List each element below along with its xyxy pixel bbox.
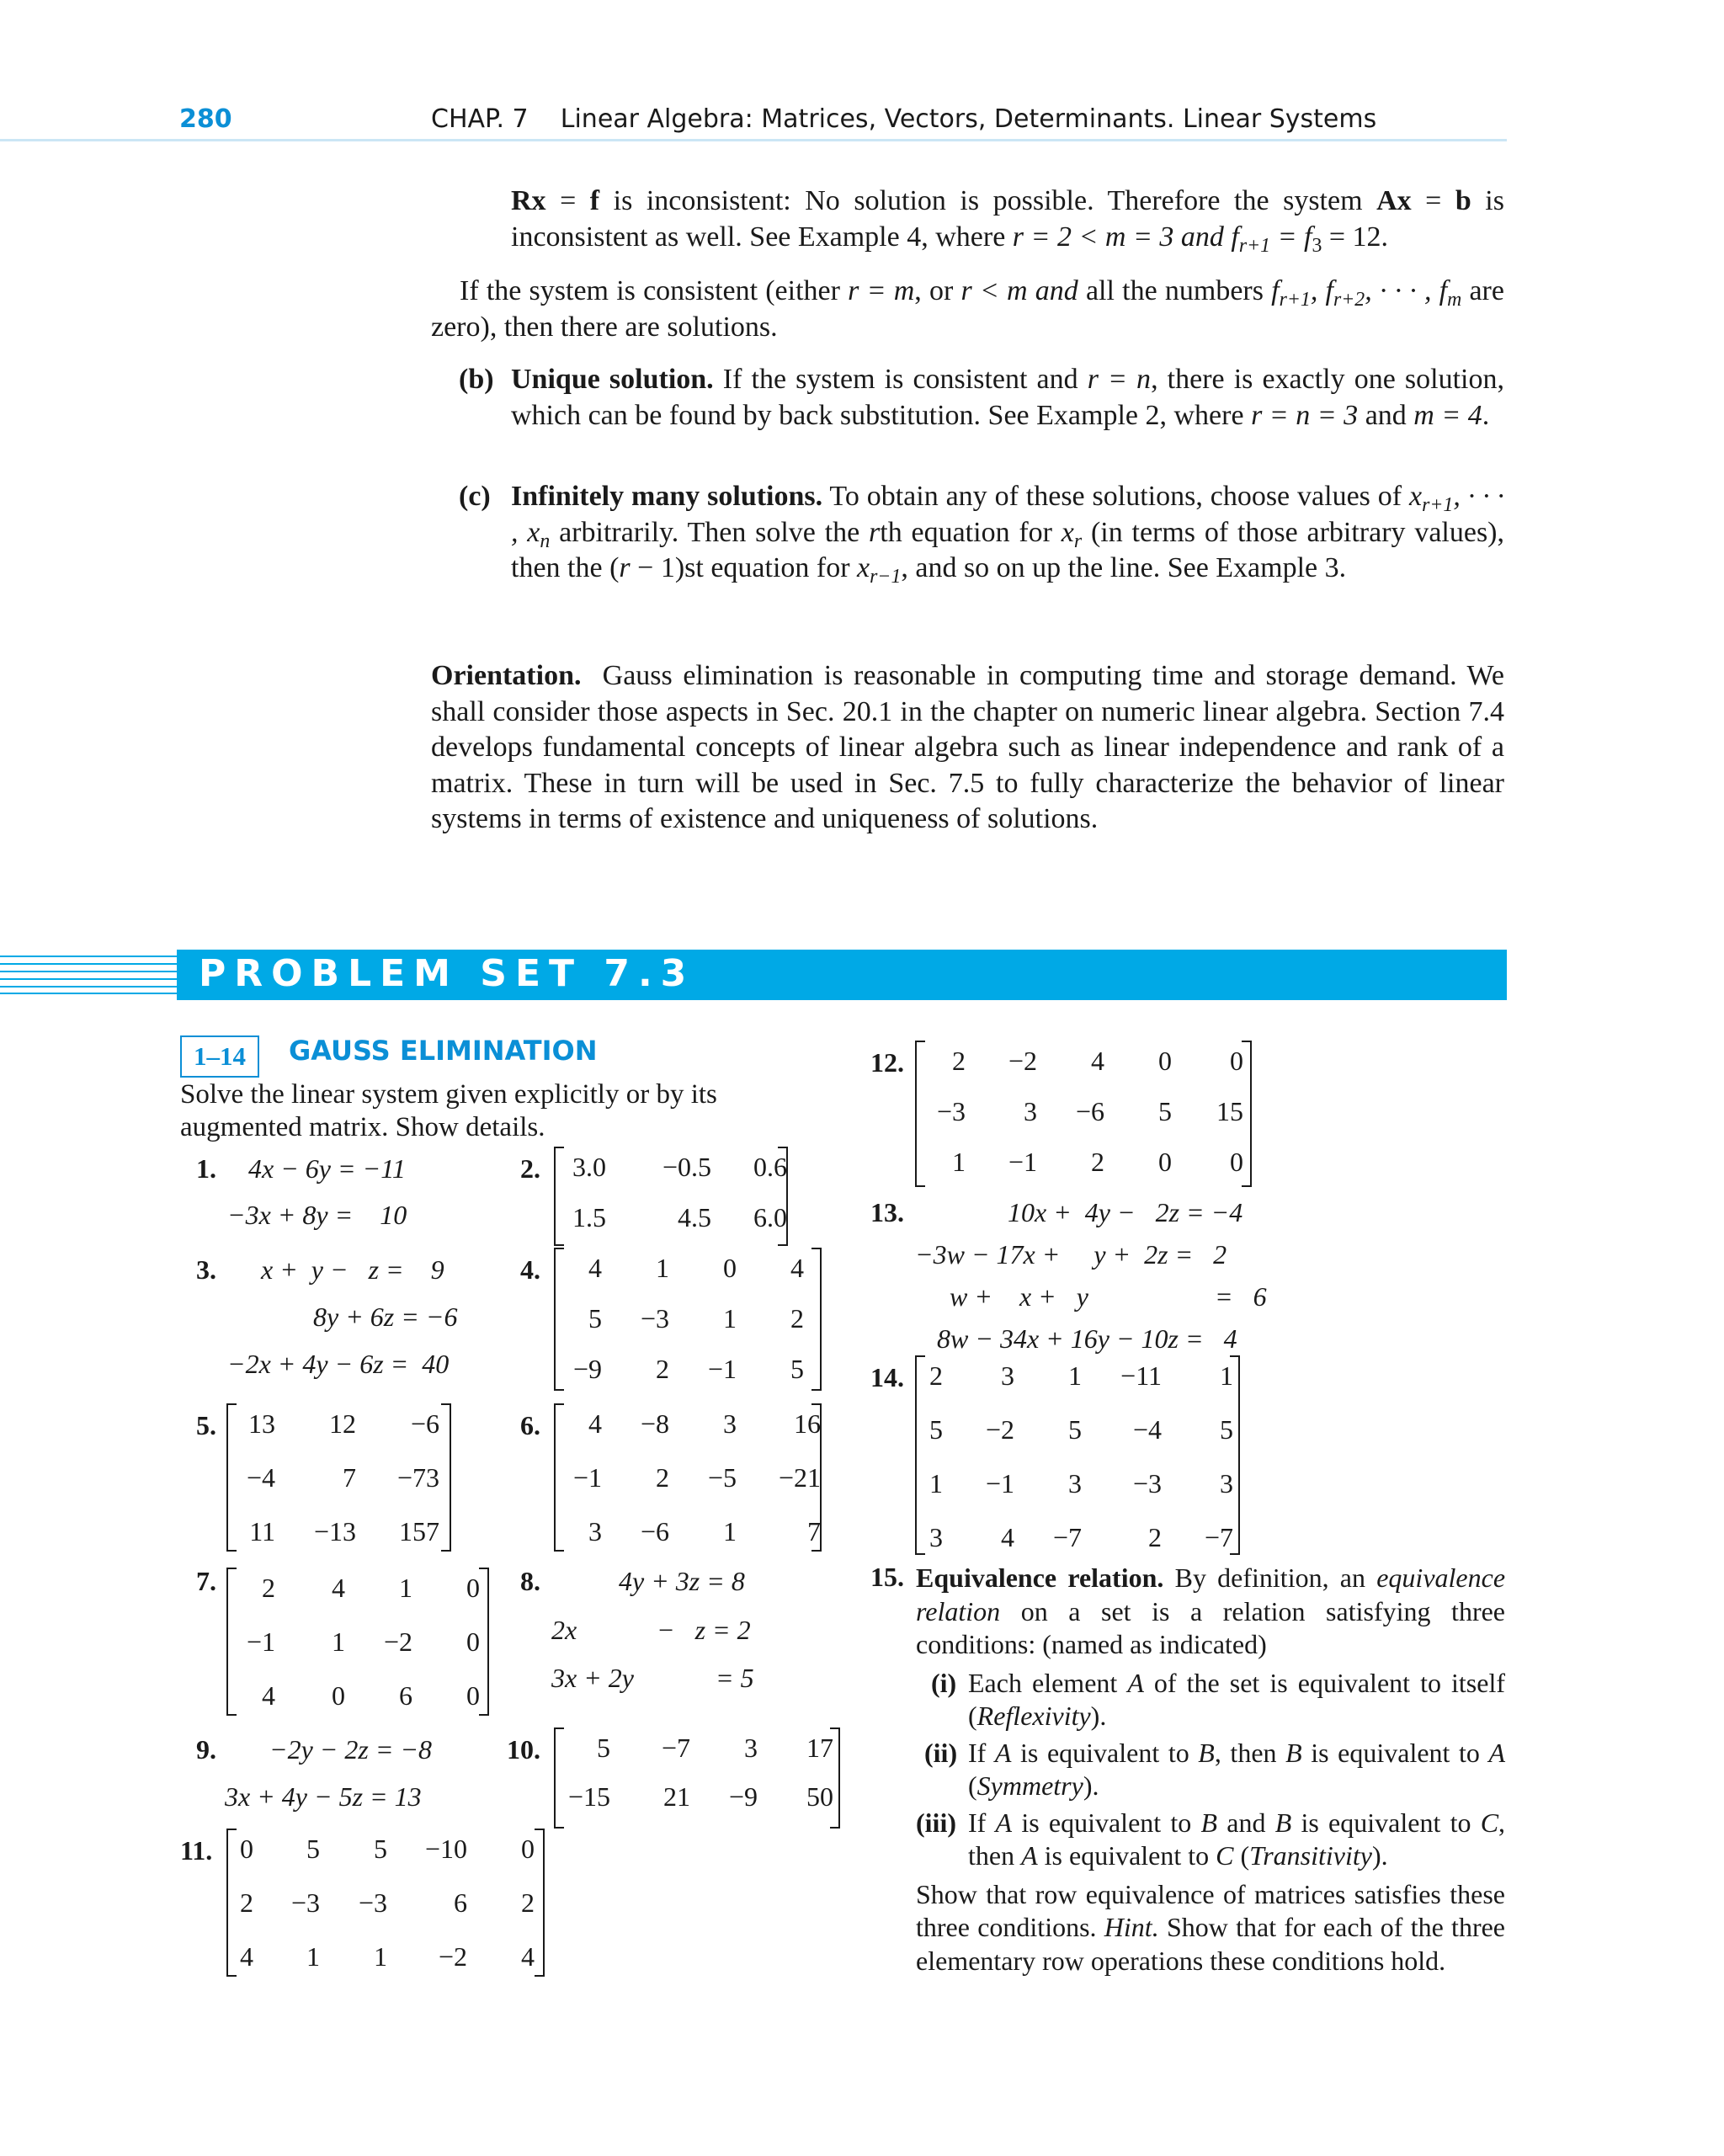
m12-cell: 1	[952, 1147, 966, 1177]
matrix-14	[915, 1355, 1240, 1555]
matrix-6	[554, 1403, 822, 1552]
m11-cell: 5	[374, 1834, 387, 1864]
m4-cell: 4	[790, 1253, 804, 1283]
problem-11-number: 11.	[180, 1835, 213, 1866]
problem-set-title: PROBLEM SET 7.3	[199, 952, 695, 995]
m7-cell: 4	[332, 1573, 345, 1603]
running-head: CHAP. 7 Linear Algebra: Matrices, Vectors, Determinants. Linear Systems	[431, 104, 1377, 134]
m14-cell: 5	[929, 1414, 943, 1445]
problem-3-eq-1: x + y − z = 9	[261, 1254, 444, 1285]
m6-cell: 7	[807, 1516, 821, 1546]
m11-cell: 0	[521, 1834, 535, 1864]
problem-13-eq-3a: w + x + y	[950, 1281, 1088, 1312]
problem-1-number: 1.	[196, 1153, 216, 1184]
m14-cell: −11	[1120, 1360, 1162, 1391]
m11-cell: 0	[240, 1834, 253, 1864]
m14-cell: 2	[929, 1360, 943, 1391]
problem-3-number: 3.	[196, 1254, 216, 1285]
m7-cell: −1	[246, 1626, 275, 1657]
m14-cell: −2	[985, 1414, 1014, 1445]
m4-cell: 5	[790, 1354, 804, 1384]
problem-10-number: 10.	[507, 1734, 540, 1765]
m12-cell: 0	[1158, 1147, 1172, 1177]
m14-cell: −3	[1132, 1468, 1162, 1499]
m5-cell: −4	[246, 1462, 275, 1493]
m10-cell: −7	[661, 1733, 690, 1763]
matrix-4	[554, 1248, 822, 1391]
m11-cell: 2	[240, 1887, 253, 1918]
m4-cell: 4	[588, 1253, 602, 1283]
m4-cell: 1	[656, 1253, 669, 1283]
m5-cell: −73	[396, 1462, 439, 1493]
m6-cell: 16	[794, 1408, 821, 1439]
problem-8-eq-2b: − z = 2	[657, 1615, 751, 1645]
m6-cell: −5	[707, 1462, 737, 1493]
m14-cell: −7	[1204, 1522, 1233, 1552]
problem-15-transitivity: (iii) If A is equivalent to B and B is equivalent to C, then A is equivalent to C (Transitivity).	[916, 1807, 1506, 1871]
m11-cell: 1	[374, 1941, 387, 1972]
problem-9-eq-2: 3x + 4y − 5z = 13	[225, 1781, 422, 1812]
m5-cell: 11	[249, 1516, 275, 1546]
m4-cell: 0	[723, 1253, 737, 1283]
m4-cell: 2	[790, 1303, 804, 1334]
problem-15-number: 15.	[870, 1562, 904, 1592]
m2-cell: 0.6	[753, 1152, 787, 1182]
item-unique-solution: (b) Unique solution. If the system is consistent and r = n, there is exactly one solution, which can be found by back substitution. See Example 2, where r = n = 3 and m = 4.	[459, 364, 1504, 431]
m7-cell: 0	[466, 1573, 480, 1603]
problem-1-eq-2: −3x + 8y = 10	[227, 1200, 407, 1230]
m4-cell: 5	[588, 1303, 602, 1334]
m11-cell: 2	[521, 1887, 535, 1918]
problem-15-task: Show that row equivalence of matrices satisfies these three conditions. Hint. Show that for each of the three elementary row operations these conditions hold.	[916, 1878, 1506, 1976]
m6-cell: 1	[723, 1516, 737, 1546]
m10-cell: 5	[597, 1733, 610, 1763]
matrix-12	[915, 1041, 1252, 1187]
m7-right-bracket	[479, 1568, 489, 1716]
m5-cell: −6	[410, 1408, 439, 1439]
m11-right-bracket	[535, 1829, 545, 1977]
m12-cell: 2	[952, 1046, 966, 1076]
problem-8-eq-3a: 3x + 2y	[551, 1663, 634, 1693]
m6-cell: −1	[572, 1462, 602, 1493]
m11-cell: 5	[306, 1834, 320, 1864]
m12-cell: 4	[1091, 1046, 1104, 1076]
m5-cell: 157	[399, 1516, 439, 1546]
item-c-label: (c)	[459, 481, 491, 512]
m2-cell: 1.5	[572, 1202, 606, 1232]
m6-cell: −21	[778, 1462, 821, 1493]
problem-8-eq-3b: = 5	[716, 1663, 754, 1693]
m14-cell: 5	[1068, 1414, 1082, 1445]
m14-cell: −1	[985, 1468, 1014, 1499]
m14-cell: 3	[1001, 1360, 1014, 1391]
m11-cell: 6	[454, 1887, 467, 1918]
page-number: 280	[179, 104, 232, 134]
m4-cell: −3	[640, 1303, 669, 1334]
m7-cell: 4	[262, 1680, 275, 1711]
problem-3-eq-3: −2x + 4y − 6z = 40	[227, 1349, 450, 1379]
m6-cell: −6	[640, 1516, 669, 1546]
m10-cell: 50	[806, 1781, 833, 1812]
m14-cell: 4	[1001, 1522, 1014, 1552]
m10-cell: 3	[744, 1733, 758, 1763]
problem-13-eq-2: −3w − 17x + y + 2z = 2	[915, 1239, 1227, 1270]
m14-cell: 1	[1068, 1360, 1082, 1391]
problem-9-number: 9.	[196, 1734, 216, 1765]
m4-cell: 2	[656, 1354, 669, 1384]
problem-15-reflexivity: (i) Each element A of the set is equivalent to itself (Reflexivity).	[931, 1667, 1505, 1731]
paragraph-orientation: Orientation. Gauss elimination is reasonable in computing time and storage demand. We shall consider those aspects in Sec. 20.1 in the chapter on numeric linear algebra. Section 7.4 develops fundamental concepts of linear algebra such as linear independence and rank of a matrix. These in turn will be used in Sec. 7.5 to fully characterize the behavior of linear systems in terms of existence and uniqueness of solutions.	[431, 660, 1512, 834]
m12-cell: 15	[1216, 1096, 1243, 1126]
problem-1-eq-1: 4x − 6y = −11	[248, 1153, 406, 1184]
m11-cell: −2	[438, 1941, 467, 1972]
m7-cell: 0	[332, 1680, 345, 1711]
m12-cell: 0	[1230, 1046, 1243, 1076]
m2-cell: 4.5	[678, 1202, 711, 1232]
problem-15-symmetry: (ii) If A is equivalent to B, then B is equivalent to A (Symmetry).	[924, 1737, 1506, 1801]
m7-cell: −2	[383, 1626, 412, 1657]
m7-cell: 0	[466, 1626, 480, 1657]
paragraph-consistent: If the system is consistent (either r = m, or r < m and all the numbers $f_{r+1}$, $f_{r+2}$, · · · , $f_m$ are zero), then there are solutions.	[431, 275, 1504, 343]
m12-cell: 2	[1091, 1147, 1104, 1177]
m6-cell: 4	[588, 1408, 602, 1439]
m6-cell: −8	[640, 1408, 669, 1439]
matrix-2	[554, 1147, 788, 1246]
m14-cell: 1	[1220, 1360, 1233, 1391]
matrix-7	[226, 1568, 489, 1716]
m11-cell: −10	[424, 1834, 467, 1864]
problem-14-number: 14.	[870, 1362, 904, 1392]
m4-cell: 1	[723, 1303, 737, 1334]
m2-cell: 3.0	[572, 1152, 606, 1182]
m14-cell: −7	[1052, 1522, 1082, 1552]
m14-cell: 1	[929, 1468, 943, 1499]
m5-cell: 12	[329, 1408, 356, 1439]
header-rule	[0, 139, 1507, 141]
m14-cell: 2	[1148, 1522, 1162, 1552]
m11-cell: 4	[240, 1941, 253, 1972]
m10-cell: −15	[567, 1781, 610, 1812]
item-b-label: (b)	[459, 364, 494, 395]
problem-3-eq-2: 8y + 6z = −6	[313, 1302, 458, 1332]
matrix-11	[226, 1829, 545, 1977]
m12-cell: −6	[1075, 1096, 1104, 1126]
m12-cell: 0	[1158, 1046, 1172, 1076]
m12-cell: 3	[1024, 1096, 1037, 1126]
problem-9-eq-1: −2y − 2z = −8	[269, 1734, 433, 1765]
problem-15-intro: Equivalence relation. By definition, an equivalence relation on a set is a relation satisfying three conditions: (named as indicated)	[916, 1562, 1506, 1659]
problem-15	[916, 1562, 1505, 1978]
m11-cell: 1	[306, 1941, 320, 1972]
m12-cell: 5	[1158, 1096, 1172, 1126]
problem-5-number: 5.	[196, 1410, 216, 1440]
m5-cell: 13	[248, 1408, 275, 1439]
problem-range-box: 1–14	[180, 1035, 259, 1078]
problem-7-number: 7.	[196, 1566, 216, 1596]
section-title: GAUSS ELIMINATION	[289, 1035, 598, 1067]
matrix-5	[226, 1403, 451, 1552]
m10-cell: 17	[806, 1733, 833, 1763]
m6-cell: 3	[588, 1516, 602, 1546]
m12-cell: 0	[1230, 1147, 1243, 1177]
problem-6-number: 6.	[520, 1410, 540, 1440]
m14-cell: −4	[1132, 1414, 1162, 1445]
m5-right-bracket	[441, 1403, 451, 1552]
m14-cell: 3	[1068, 1468, 1082, 1499]
m7-cell: 1	[399, 1573, 412, 1603]
paragraph-inconsistent: Rx = f is inconsistent: No solution is possible. Therefore the system Ax = b is inconsistent as well. See Example 4, where r = 2 < m = 3 and $f_{r+1} = f_3 = 12$.	[511, 185, 1504, 257]
m2-cell: −0.5	[662, 1152, 711, 1182]
m14-cell: 3	[929, 1522, 943, 1552]
problem-4-number: 4.	[520, 1254, 540, 1285]
problem-8-eq-1: 4y + 3z = 8	[619, 1566, 745, 1596]
problem-13-eq-4: 8w − 34x + 16y − 10z = 4	[937, 1323, 1237, 1354]
m5-cell: −13	[313, 1516, 356, 1546]
m2-cell: 6.0	[753, 1202, 787, 1232]
problem-8-eq-2a: 2x	[551, 1615, 577, 1645]
problem-8-number: 8.	[520, 1566, 540, 1596]
m12-cell: −2	[1008, 1046, 1037, 1076]
m14-cell: 3	[1220, 1468, 1233, 1499]
m12-cell: −1	[1008, 1147, 1037, 1177]
item-infinitely-many: (c) Infinitely many solutions. To obtain any of these solutions, choose values of $x_{r+1}$, · · · , $x_n$ arbitrarily. Then solve the rth equation for $x_r$ (in terms of those arbitrary values), then the (r − 1)st equation for $x_{r-1}$, and so on up the line. See Example 3.	[459, 481, 1505, 588]
m11-cell: 4	[521, 1941, 535, 1972]
m6-cell: 2	[656, 1462, 669, 1493]
m12-cell: −3	[936, 1096, 966, 1126]
m11-cell: −3	[290, 1887, 320, 1918]
m6-cell: 3	[723, 1408, 737, 1439]
problem-13-number: 13.	[870, 1197, 904, 1227]
problem-13-eq-3b: = 6	[1215, 1281, 1267, 1312]
m7-cell: 6	[399, 1680, 412, 1711]
m4-cell: −1	[707, 1354, 737, 1384]
m7-cell: 0	[466, 1680, 480, 1711]
problem-2-number: 2.	[520, 1153, 540, 1184]
matrix-10	[554, 1727, 840, 1829]
problem-instructions: Solve the linear system given explicitly or by its augmented matrix. Show details.	[180, 1079, 717, 1142]
m11-cell: −3	[358, 1887, 387, 1918]
m10-cell: −9	[728, 1781, 758, 1812]
problem-13-eq-1: 10x + 4y − 2z = −4	[1008, 1197, 1243, 1227]
m7-cell: 1	[332, 1626, 345, 1657]
problem-12-number: 12.	[870, 1047, 904, 1078]
m14-cell: 5	[1220, 1414, 1233, 1445]
m7-cell: 2	[262, 1573, 275, 1603]
m4-cell: −9	[572, 1354, 602, 1384]
m4-right-bracket	[811, 1248, 822, 1391]
m10-cell: 21	[663, 1781, 690, 1812]
m5-cell: 7	[343, 1462, 356, 1493]
